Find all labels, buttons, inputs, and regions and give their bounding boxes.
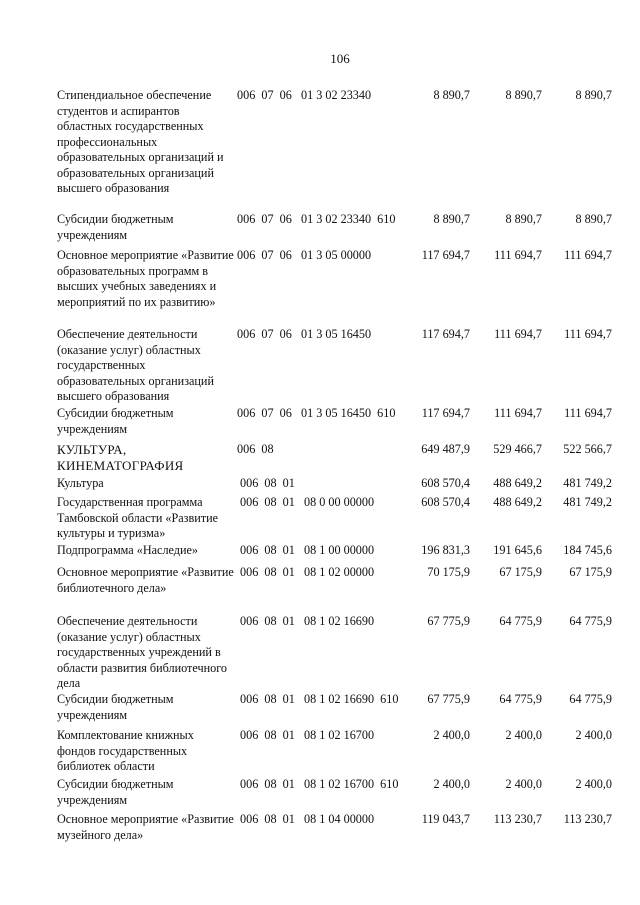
row-value-1: 8 890,7 <box>433 212 470 226</box>
row-name: Комплектование книжных фондов государственных библиотек области <box>57 728 194 773</box>
row-name: Культура <box>57 476 104 490</box>
row-code: 006 07 06 01 3 05 16450 <box>237 327 372 341</box>
row-value-3: 64 775,9 <box>569 614 612 628</box>
row-name: Субсидии бюджетным учреждениям <box>57 692 174 722</box>
row-value-3: 8 890,7 <box>575 88 612 102</box>
row-name: Основное мероприятие «Развитие музейного дела» <box>57 812 234 842</box>
row-code: 006 08 01 08 1 02 16700 610 <box>240 777 399 791</box>
row-name: Субсидии бюджетным учреждениям <box>57 777 174 807</box>
row-value-1: 196 831,3 <box>421 543 470 557</box>
row-value-1: 70 175,9 <box>427 565 470 579</box>
row-value-1: 67 775,9 <box>427 692 470 706</box>
row-value-2: 191 645,6 <box>493 543 542 557</box>
row-value-2: 111 694,7 <box>494 327 542 341</box>
row-value-1: 2 400,0 <box>433 777 470 791</box>
row-value-1: 2 400,0 <box>433 728 470 742</box>
row-value-1: 119 043,7 <box>421 812 470 826</box>
row-code: 006 07 06 01 3 05 16450 610 <box>237 406 396 420</box>
row-value-2: 8 890,7 <box>505 88 542 102</box>
row-value-1: 117 694,7 <box>421 248 470 262</box>
row-value-3: 2 400,0 <box>575 728 612 742</box>
row-value-2: 64 775,9 <box>499 692 542 706</box>
row-name: Основное мероприятие «Развитие образовательных программ в высших учебных заведениях и мероприятий по их развитию» <box>57 248 234 309</box>
row-code: 006 08 <box>237 442 274 456</box>
row-value-3: 111 694,7 <box>564 406 612 420</box>
row-value-3: 2 400,0 <box>575 777 612 791</box>
row-name: Государственная программа Тамбовской области «Развитие культуры и туризма» <box>57 495 219 540</box>
row-value-2: 111 694,7 <box>494 248 542 262</box>
row-code: 006 08 01 08 1 02 16690 610 <box>240 692 399 706</box>
row-value-1: 117 694,7 <box>421 406 470 420</box>
row-value-2: 2 400,0 <box>505 777 542 791</box>
row-value-2: 529 466,7 <box>493 442 542 456</box>
row-name: Обеспечение деятельности (оказание услуг) областных государственных учреждений в области развития библиотечного дела <box>57 614 228 690</box>
row-value-2: 64 775,9 <box>499 614 542 628</box>
row-value-3: 184 745,6 <box>563 543 612 557</box>
row-value-3: 481 749,2 <box>563 476 612 490</box>
row-value-2: 488 649,2 <box>493 495 542 509</box>
row-value-1: 8 890,7 <box>433 88 470 102</box>
row-value-2: 488 649,2 <box>493 476 542 490</box>
row-code: 006 08 01 08 1 04 00000 <box>240 812 375 826</box>
row-value-1: 608 570,4 <box>421 495 470 509</box>
row-value-3: 64 775,9 <box>569 692 612 706</box>
row-value-2: 2 400,0 <box>505 728 542 742</box>
row-value-3: 8 890,7 <box>575 212 612 226</box>
row-code: 006 07 06 01 3 02 23340 610 <box>237 212 396 226</box>
row-code: 006 08 01 08 1 02 00000 <box>240 565 375 579</box>
row-value-3: 67 175,9 <box>569 565 612 579</box>
row-name: Субсидии бюджетным учреждениям <box>57 406 174 436</box>
page-number: 106 <box>330 51 350 66</box>
row-value-2: 8 890,7 <box>505 212 542 226</box>
row-value-1: 67 775,9 <box>427 614 470 628</box>
row-code: 006 08 01 08 1 00 00000 <box>240 543 375 557</box>
row-code: 006 08 01 08 1 02 16700 <box>240 728 375 742</box>
row-code: 006 08 01 08 1 02 16690 <box>240 614 375 628</box>
row-name: Подпрограмма «Наследие» <box>57 543 199 557</box>
row-name: Основное мероприятие «Развитие библиотечного дела» <box>57 565 234 595</box>
row-value-3: 111 694,7 <box>564 327 612 341</box>
row-value-3: 522 566,7 <box>563 442 612 456</box>
row-name: КУЛЬТУРА, КИНЕМАТОГРАФИЯ <box>57 442 184 473</box>
row-value-2: 111 694,7 <box>494 406 542 420</box>
row-code: 006 08 01 <box>240 476 295 490</box>
row-value-3: 111 694,7 <box>564 248 612 262</box>
row-value-3: 113 230,7 <box>563 812 612 826</box>
row-value-1: 649 487,9 <box>421 442 470 456</box>
row-name: Обеспечение деятельности (оказание услуг) областных государственных образовательных организаций высшего образования <box>57 327 214 403</box>
row-value-2: 113 230,7 <box>493 812 542 826</box>
row-value-1: 117 694,7 <box>421 327 470 341</box>
row-value-2: 67 175,9 <box>499 565 542 579</box>
row-name: Субсидии бюджетным учреждениям <box>57 212 174 242</box>
row-name: Стипендиальное обеспечение студентов и аспирантов областных государственных профессиональных образовательных организаций и образовательных организаций высшего образования <box>57 88 224 195</box>
row-code: 006 08 01 08 0 00 00000 <box>240 495 375 509</box>
row-value-3: 481 749,2 <box>563 495 612 509</box>
row-code: 006 07 06 01 3 02 23340 <box>237 88 372 102</box>
row-value-1: 608 570,4 <box>421 476 470 490</box>
row-code: 006 07 06 01 3 05 00000 <box>237 248 372 262</box>
